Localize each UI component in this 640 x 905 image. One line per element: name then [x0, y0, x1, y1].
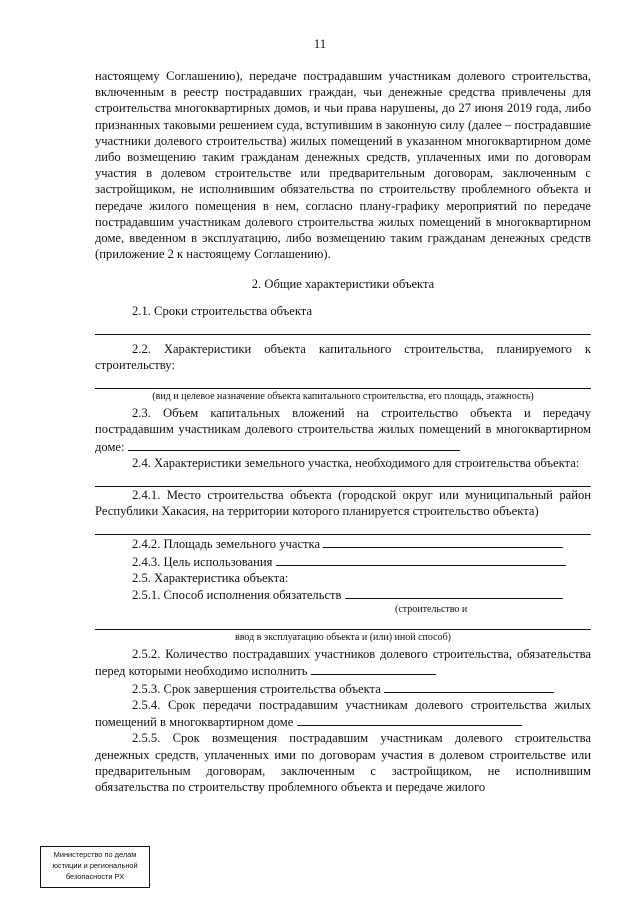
blank-line-2-2 — [95, 375, 591, 389]
item-2-5-4: 2.5.4. Срок передачи пострадавшим участникам долевого строительства жилых помещений в многоквартирном доме — [95, 697, 591, 730]
blank-line-2-3 — [128, 438, 460, 451]
item-2-3: 2.3. Объем капитальных вложений на строительство объекта и передачу пострадавшим участникам долевого строительства жилых помещений в многоквартирном доме: — [95, 406, 591, 454]
caption-2-2: (вид и целевое назначение объекта капитального строительства, его площадь, этажность) — [152, 391, 534, 403]
item-2-4: 2.4. Характеристики земельного участка, необходимого для строительства объекта: — [132, 455, 580, 470]
caption-2-5-1-a: (строительство и — [395, 604, 468, 616]
blank-line-2-5-2 — [311, 662, 436, 675]
blank-line-2-5-1-b — [95, 616, 591, 630]
item-2-5: 2.5. Характеристика объекта: — [132, 570, 289, 585]
item-2-5-1: 2.5.1. Способ исполнения обязательств — [95, 586, 591, 603]
intro-paragraph: настоящему Соглашению), передаче пострадавшим участникам долевого строительства, включенным в реестр пострадавших граждан, чьи денежные средства привлечены для строительства многоквартирных домов, и чьи права нарушены, до 27 июня 2019 года, либо признанных таковыми решением суда, вступившим в законную силу (далее – пострадавшие участники долевого строительства) жилых помещений в указанном многоквартирном доме либо возмещению таким гражданам денежных средств, уплаченных ими по договорам участия в долевом строительстве или предварительным договорам, заключенным с застройщиком, не исполнившим обязательства по строительству проблемного объекта и передаче жилого помещения в нем, согласно плану-графику мероприятий по передаче пострадавшим участникам долевого строительства жилых помещений в многоквартирном доме, введенном в эксплуатацию, либо возмещению таким гражданам денежных средств (приложение 2 к настоящему Соглашению). — [95, 69, 591, 262]
page-number: 11 — [313, 36, 327, 51]
blank-line-2-4-2 — [323, 535, 563, 548]
caption-2-5-1-b: ввод в эксплуатацию объекта и (или) иной способ) — [235, 632, 451, 644]
item-2-4-1: 2.4.1. Место строительства объекта (городской округ или муниципальный район Республики Хакасия, на территории которого планируется строительство объекта) — [95, 488, 591, 519]
stamp-line: Министерство по делам — [53, 850, 137, 859]
item-2-2: 2.2. Характеристики объекта капитального строительства, планируемого к строительству: — [95, 341, 591, 373]
item-2-5-2: 2.5.2. Количество пострадавших участников долевого строительства, обязательства перед которыми необходимо исполнить — [95, 647, 591, 679]
blank-line-2-1 — [95, 321, 591, 335]
ministry-stamp — [40, 846, 150, 888]
item-2-1: 2.1. Сроки строительства объекта — [132, 303, 313, 318]
section-heading: 2. Общие характеристики объекта — [251, 277, 435, 292]
blank-line-2-5-1 — [345, 586, 563, 599]
item-2-4-2: 2.4.2. Площадь земельного участка — [95, 535, 591, 552]
item-2-5-5: 2.5.5. Срок возмещения пострадавшим участникам долевого строительства денежных средств, уплаченных ими по договорам участия в долевом строительстве или предварительным договорам, заключенным с застройщиком, не исполнившим обязательства по строительству проблемного объекта и передаче жилого — [95, 731, 591, 794]
blank-line-2-5-3 — [384, 680, 554, 693]
item-2-4-3: 2.4.3. Цель использования — [95, 553, 591, 570]
document-body — [95, 68, 591, 795]
stamp-line: безопасности РХ — [65, 872, 125, 881]
blank-line-2-4-1 — [95, 521, 591, 535]
stamp-line: юстиции и региональной — [52, 861, 138, 870]
blank-line-2-5-4 — [297, 713, 522, 726]
blank-line-2-4-3 — [276, 553, 566, 566]
item-2-5-3: 2.5.3. Срок завершения строительства объекта — [95, 680, 591, 697]
blank-line-2-4 — [95, 473, 591, 487]
